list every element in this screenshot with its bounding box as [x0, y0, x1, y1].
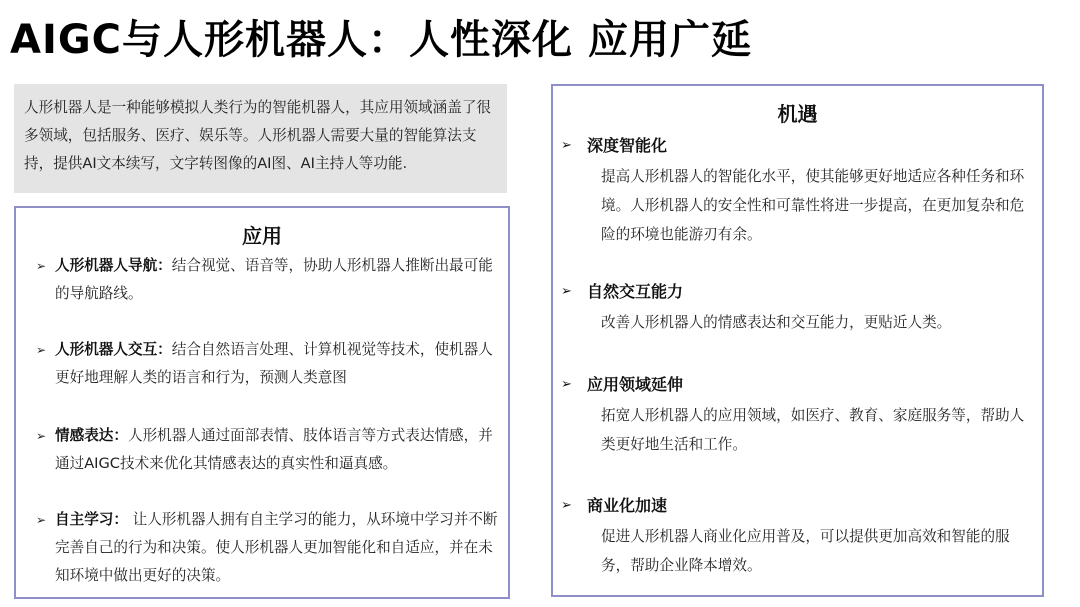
arrow-bullet-icon: ➢ — [561, 377, 572, 392]
application-item-interaction — [36, 336, 498, 392]
application-item-emotion — [36, 422, 498, 478]
application-item-text: 人形机器人通过面部表情、肢体语言等方式表达情感，并通过AIGC技术来优化其情感表达的真实性和逼真感。 — [55, 427, 493, 472]
application-item-text: 让人形机器人拥有自主学习的能力，从环境中学习并不断完善自己的行为和决策。使人形机器人更加智能化和自适应，并在未知环境中做出更好的决策。 — [55, 511, 498, 584]
opportunity-item-title: 自然交互能力 — [587, 282, 684, 301]
opportunity-item-text: 拓宽人形机器人的应用领域，如医疗、教育、家庭服务等，帮助人类更好地生活和工作。 — [601, 407, 1025, 453]
arrow-bullet-icon: ➢ — [36, 343, 47, 357]
opportunity-item-title: 应用领域延伸 — [587, 375, 684, 394]
opportunity-panel — [551, 84, 1044, 597]
arrow-bullet-icon: ➢ — [36, 513, 47, 527]
application-heading: 应用 — [242, 224, 282, 248]
opportunity-item-text: 促进人形机器人商业化应用普及，可以提供更加高效和智能的服务，帮助企业降本增效。 — [601, 528, 1010, 574]
opportunity-item-natural-interaction — [561, 280, 1028, 337]
application-item-navigation — [36, 252, 498, 308]
application-item-text: 结合自然语言处理、计算机视觉等技术，使机器人更好地理解人类的语言和行为，预测人类意图 — [55, 341, 493, 386]
opportunity-item-title: 深度智能化 — [587, 136, 668, 155]
opportunity-item-text: 提高人形机器人的智能化水平，使其能够更好地适应各种任务和环境。人形机器人的安全性和可靠性将进一步提高，在更加复杂和危险的环境也能游刃有余。 — [601, 168, 1025, 243]
opportunity-item-deep-intelligence — [561, 134, 1028, 249]
application-item-title: 自主学习： — [55, 511, 128, 528]
application-panel — [14, 206, 510, 599]
arrow-bullet-icon: ➢ — [36, 429, 47, 443]
application-item-text: 结合视觉、语音等，协助人形机器人推断出最可能的导航路线。 — [55, 257, 493, 302]
application-item-title: 人形机器人导航： — [55, 257, 172, 274]
application-item-title: 人形机器人交互： — [55, 341, 172, 358]
opportunity-item-commercialization — [561, 494, 1028, 580]
opportunity-item-title: 商业化加速 — [587, 496, 668, 515]
opportunity-item-text: 改善人形机器人的情感表达和交互能力，更贴近人类。 — [601, 314, 952, 331]
arrow-bullet-icon: ➢ — [561, 284, 572, 299]
page-title: AIGC与人形机器人：人性深化 应用广延 — [10, 17, 752, 63]
application-item-learning — [36, 506, 498, 590]
opportunity-heading: 机遇 — [777, 102, 818, 126]
arrow-bullet-icon: ➢ — [36, 259, 47, 273]
arrow-bullet-icon: ➢ — [561, 138, 572, 153]
arrow-bullet-icon: ➢ — [561, 498, 572, 513]
opportunity-item-domain-extension — [561, 373, 1028, 459]
intro-summary: 人形机器人是一种能够模拟人类行为的智能机器人，其应用领域涵盖了很多领域，包括服务、医疗、娱乐等。人形机器人需要大量的智能算法支持，提供AI文本续写，文字转图像的AI图、AI主持人等功能. — [14, 84, 507, 193]
application-item-title: 情感表达： — [55, 427, 128, 444]
